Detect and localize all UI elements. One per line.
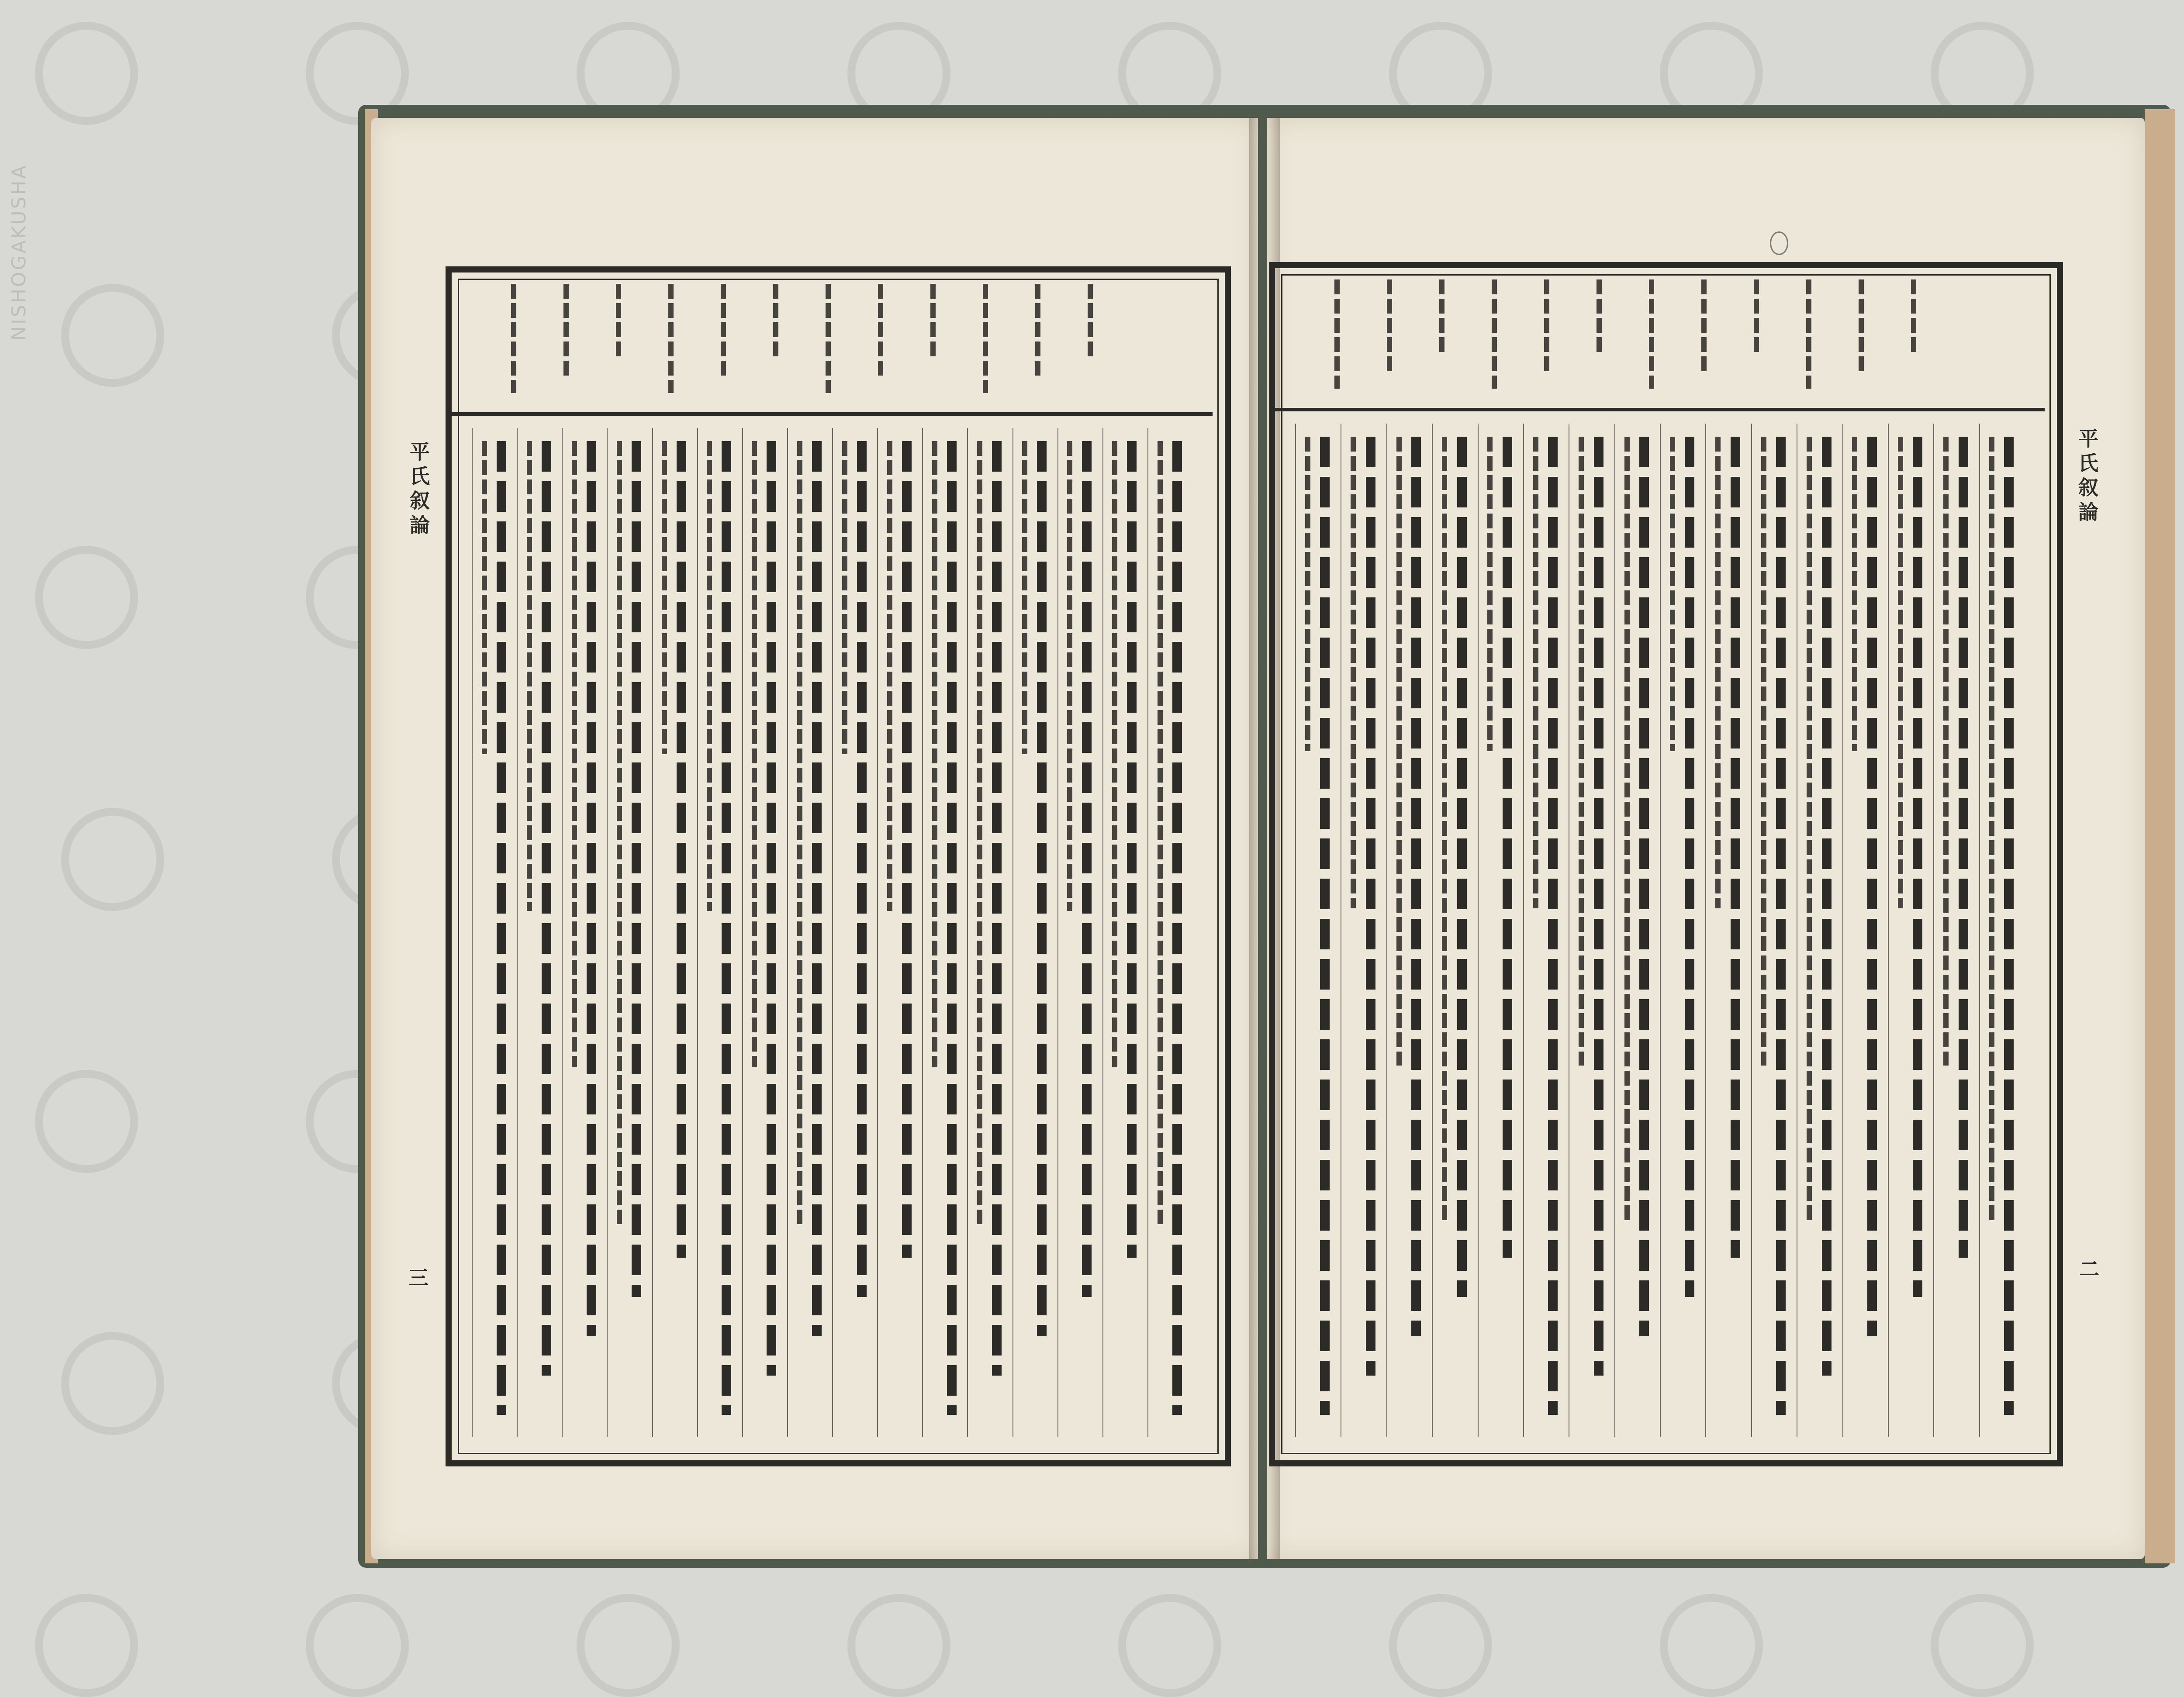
text-line bbox=[1959, 437, 1968, 1258]
watermark-logo-icon bbox=[35, 1594, 138, 1697]
text-line bbox=[1548, 437, 1558, 1415]
column-rule bbox=[1478, 424, 1479, 1437]
annotation-line bbox=[572, 441, 577, 1067]
column-rule bbox=[1842, 424, 1843, 1437]
watermark-logo-icon bbox=[35, 546, 138, 649]
headnote-line bbox=[721, 284, 726, 376]
headnote-line bbox=[511, 284, 516, 393]
text-line bbox=[1082, 441, 1092, 1297]
annotation-line bbox=[1807, 437, 1812, 1223]
right-folio: 二 bbox=[2079, 1257, 2099, 1281]
headnote-line bbox=[983, 284, 988, 393]
headnote-line bbox=[826, 284, 831, 393]
annotation-line bbox=[617, 441, 622, 1224]
column-rule bbox=[1057, 428, 1058, 1437]
watermark-logo-icon bbox=[35, 22, 138, 125]
watermark-logo-icon bbox=[847, 1594, 950, 1697]
annotation-line bbox=[482, 441, 487, 754]
annotation-line bbox=[842, 441, 847, 754]
annotation-line bbox=[1989, 437, 1994, 1223]
annotation-line bbox=[707, 441, 712, 911]
text-line bbox=[992, 441, 1002, 1376]
text-line bbox=[1037, 441, 1047, 1336]
annotation-line bbox=[1112, 441, 1117, 1067]
text-line bbox=[542, 441, 551, 1376]
annotation-line bbox=[1442, 437, 1447, 1223]
watermark-logo-icon bbox=[1660, 1594, 1763, 1697]
text-line bbox=[1685, 437, 1694, 1297]
headnote-line bbox=[1334, 279, 1340, 389]
column-rule bbox=[1102, 428, 1103, 1437]
column-rule bbox=[1147, 428, 1148, 1437]
text-line bbox=[722, 441, 731, 1415]
column-rule bbox=[1705, 424, 1706, 1437]
left-running-head: 平氏叙論 bbox=[407, 441, 430, 539]
column-rule bbox=[787, 428, 788, 1437]
annotation-line bbox=[1670, 437, 1675, 751]
headnote-line bbox=[1439, 279, 1444, 354]
text-line bbox=[1411, 437, 1421, 1336]
text-line bbox=[632, 441, 641, 1297]
column-rule bbox=[1614, 424, 1615, 1437]
small-circle-mark bbox=[1770, 231, 1788, 255]
watermark-text: NISHOGAKUSHA bbox=[8, 164, 30, 341]
column-rule bbox=[1523, 424, 1524, 1437]
watermark-logo-icon bbox=[61, 808, 164, 911]
column-rule bbox=[607, 428, 608, 1437]
text-line bbox=[587, 441, 596, 1336]
annotation-line bbox=[797, 441, 802, 1224]
column-rule bbox=[1295, 424, 1296, 1437]
text-line bbox=[1127, 441, 1137, 1258]
left-folio: 三 bbox=[408, 1266, 429, 1290]
annotation-line bbox=[1533, 437, 1538, 908]
annotation-line bbox=[752, 441, 757, 1067]
column-rule bbox=[832, 428, 833, 1437]
column-rule bbox=[697, 428, 698, 1437]
watermark-logo-icon bbox=[1118, 1594, 1221, 1697]
headnote-line bbox=[1859, 279, 1864, 371]
column-rule bbox=[1933, 424, 1934, 1437]
watermark-logo-icon bbox=[1389, 1594, 1492, 1697]
right-running-head: 平氏叙論 bbox=[2075, 428, 2099, 526]
headnote-line bbox=[1911, 279, 1916, 354]
column-rule bbox=[1751, 424, 1752, 1437]
text-line bbox=[947, 441, 957, 1415]
annotation-line bbox=[527, 441, 532, 911]
annotation-line bbox=[1351, 437, 1356, 908]
text-line bbox=[902, 441, 912, 1258]
annotation-line bbox=[1067, 441, 1072, 911]
headnote-line bbox=[1754, 279, 1759, 354]
headnote-line bbox=[1035, 284, 1040, 376]
headnote-line bbox=[1649, 279, 1654, 389]
annotation-line bbox=[1022, 441, 1027, 754]
text-line bbox=[497, 441, 506, 1415]
headnote-line bbox=[1544, 279, 1549, 371]
text-line bbox=[1639, 437, 1649, 1336]
headnote-line bbox=[1597, 279, 1602, 354]
text-line bbox=[2004, 437, 2014, 1415]
text-line bbox=[677, 441, 686, 1258]
annotation-line bbox=[977, 441, 982, 1224]
watermark-logo-icon bbox=[577, 1594, 680, 1697]
annotation-line bbox=[1158, 441, 1163, 1224]
annotation-line bbox=[1761, 437, 1766, 1066]
headnote-line bbox=[563, 284, 569, 376]
text-line bbox=[767, 441, 776, 1376]
text-line bbox=[857, 441, 867, 1297]
text-line bbox=[1822, 437, 1832, 1376]
watermark-logo-icon bbox=[306, 1594, 409, 1697]
annotation-line bbox=[1898, 437, 1903, 908]
column-rule bbox=[1660, 424, 1661, 1437]
annotation-line bbox=[1487, 437, 1493, 751]
column-rule bbox=[472, 428, 473, 1437]
column-rule bbox=[967, 428, 968, 1437]
annotation-line bbox=[887, 441, 892, 911]
column-rule bbox=[1432, 424, 1433, 1437]
annotation-line bbox=[1624, 437, 1630, 1223]
column-rule bbox=[562, 428, 563, 1437]
text-line bbox=[1913, 437, 1922, 1297]
annotation-line bbox=[1715, 437, 1721, 908]
annotation-line bbox=[1852, 437, 1857, 751]
column-rule bbox=[1979, 424, 1980, 1437]
text-line bbox=[1594, 437, 1603, 1376]
annotation-line bbox=[1305, 437, 1310, 751]
annotation-line bbox=[932, 441, 937, 1067]
text-line bbox=[1320, 437, 1330, 1415]
headnote-line bbox=[1492, 279, 1497, 389]
headnote-line bbox=[878, 284, 883, 376]
text-line bbox=[1366, 437, 1375, 1376]
watermark-logo-icon bbox=[35, 1070, 138, 1173]
watermark-logo-icon bbox=[61, 1332, 164, 1435]
annotation-line bbox=[1943, 437, 1949, 1066]
annotation-line bbox=[662, 441, 667, 754]
text-line bbox=[1457, 437, 1467, 1297]
text-line bbox=[1172, 441, 1182, 1415]
page-edge-right bbox=[2145, 109, 2175, 1563]
text-line bbox=[1776, 437, 1786, 1415]
headnote-line bbox=[616, 284, 621, 358]
column-rule bbox=[652, 428, 653, 1437]
headnote-line bbox=[1806, 279, 1811, 389]
column-rule bbox=[1386, 424, 1387, 1437]
headnote-line bbox=[668, 284, 674, 393]
text-line bbox=[812, 441, 822, 1336]
watermark-logo-icon bbox=[1931, 1594, 2034, 1697]
watermark-logo-icon bbox=[61, 284, 164, 387]
headnote-line bbox=[773, 284, 778, 358]
headnote-line bbox=[1387, 279, 1392, 371]
column-rule bbox=[922, 428, 923, 1437]
annotation-line bbox=[1579, 437, 1584, 1066]
headnote-line bbox=[930, 284, 936, 358]
text-line bbox=[1867, 437, 1877, 1336]
text-line bbox=[1503, 437, 1512, 1258]
column-rule bbox=[1888, 424, 1889, 1437]
text-line bbox=[1731, 437, 1740, 1258]
column-rule bbox=[742, 428, 743, 1437]
headnote-line bbox=[1088, 284, 1093, 358]
column-rule bbox=[877, 428, 878, 1437]
column-rule bbox=[517, 428, 518, 1437]
headnote-line bbox=[1701, 279, 1707, 371]
annotation-line bbox=[1396, 437, 1402, 1066]
